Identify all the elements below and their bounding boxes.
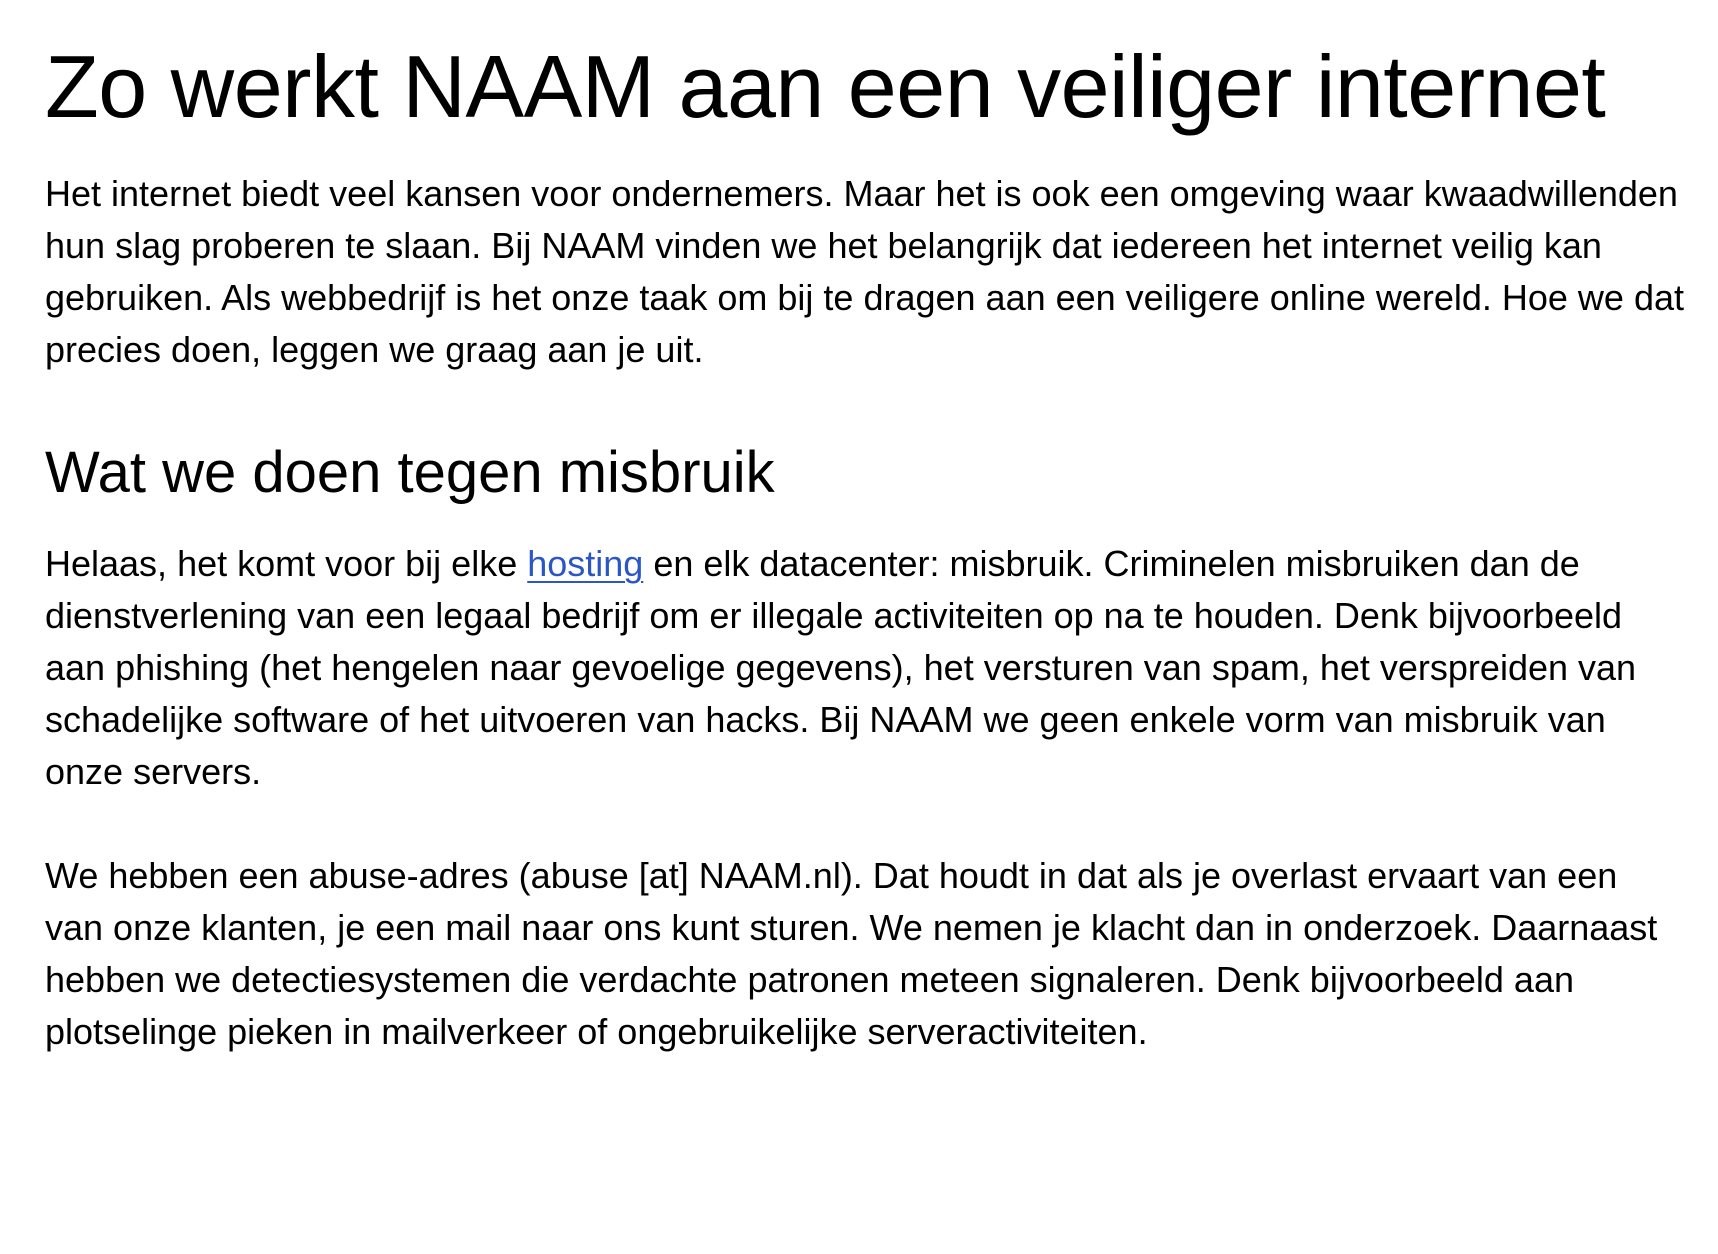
section-heading: Wat we doen tegen misbruik	[45, 440, 775, 505]
page-title: Zo werkt NAAM aan een veiliger internet	[45, 37, 1606, 136]
misuse-paragraph	[45, 538, 1685, 798]
intro-paragraph: Het internet biedt veel kansen voor ondernemers. Maar het is ook een omgeving waar kwaadwillenden hun slag proberen te slaan. Bij NAAM vinden we het belangrijk dat iedereen het internet veilig kan gebruiken. Als webbedrijf is het onze taak om bij te dragen aan een veiligere online wereld. Hoe we dat precies doen, leggen we graag aan je uit.	[45, 173, 1685, 370]
misuse-text-before-link: Helaas, het komt voor bij elke	[45, 543, 528, 584]
article	[45, 0, 1685, 1058]
misuse-text-after-link: en elk datacenter: misbruik. Criminelen misbruiken dan de dienstverlening van een legaal bedrijf om er illegale activiteiten op na te houden. Denk bijvoorbeeld aan phishing (het hengelen naar gevoelige gegevens), het versturen van spam, het verspreiden van schadelijke software of het uitvoeren van hacks. Bij NAAM we geen enkele vorm van misbruik van onze servers.	[45, 543, 1637, 792]
abuse-paragraph: We hebben een abuse-adres (abuse [at] NAAM.nl). Dat houdt in dat als je overlast ervaart van een van onze klanten, je een mail naar ons kunt sturen. We nemen je klacht dan in onderzoek. Daarnaast hebben we detectiesystemen die verdachte patronen meteen signaleren. Denk bijvoorbeeld aan plotselinge pieken in mailverkeer of ongebruikelijke serveractiviteiten.	[45, 855, 1658, 1052]
hosting-link[interactable]: hosting	[527, 543, 644, 584]
